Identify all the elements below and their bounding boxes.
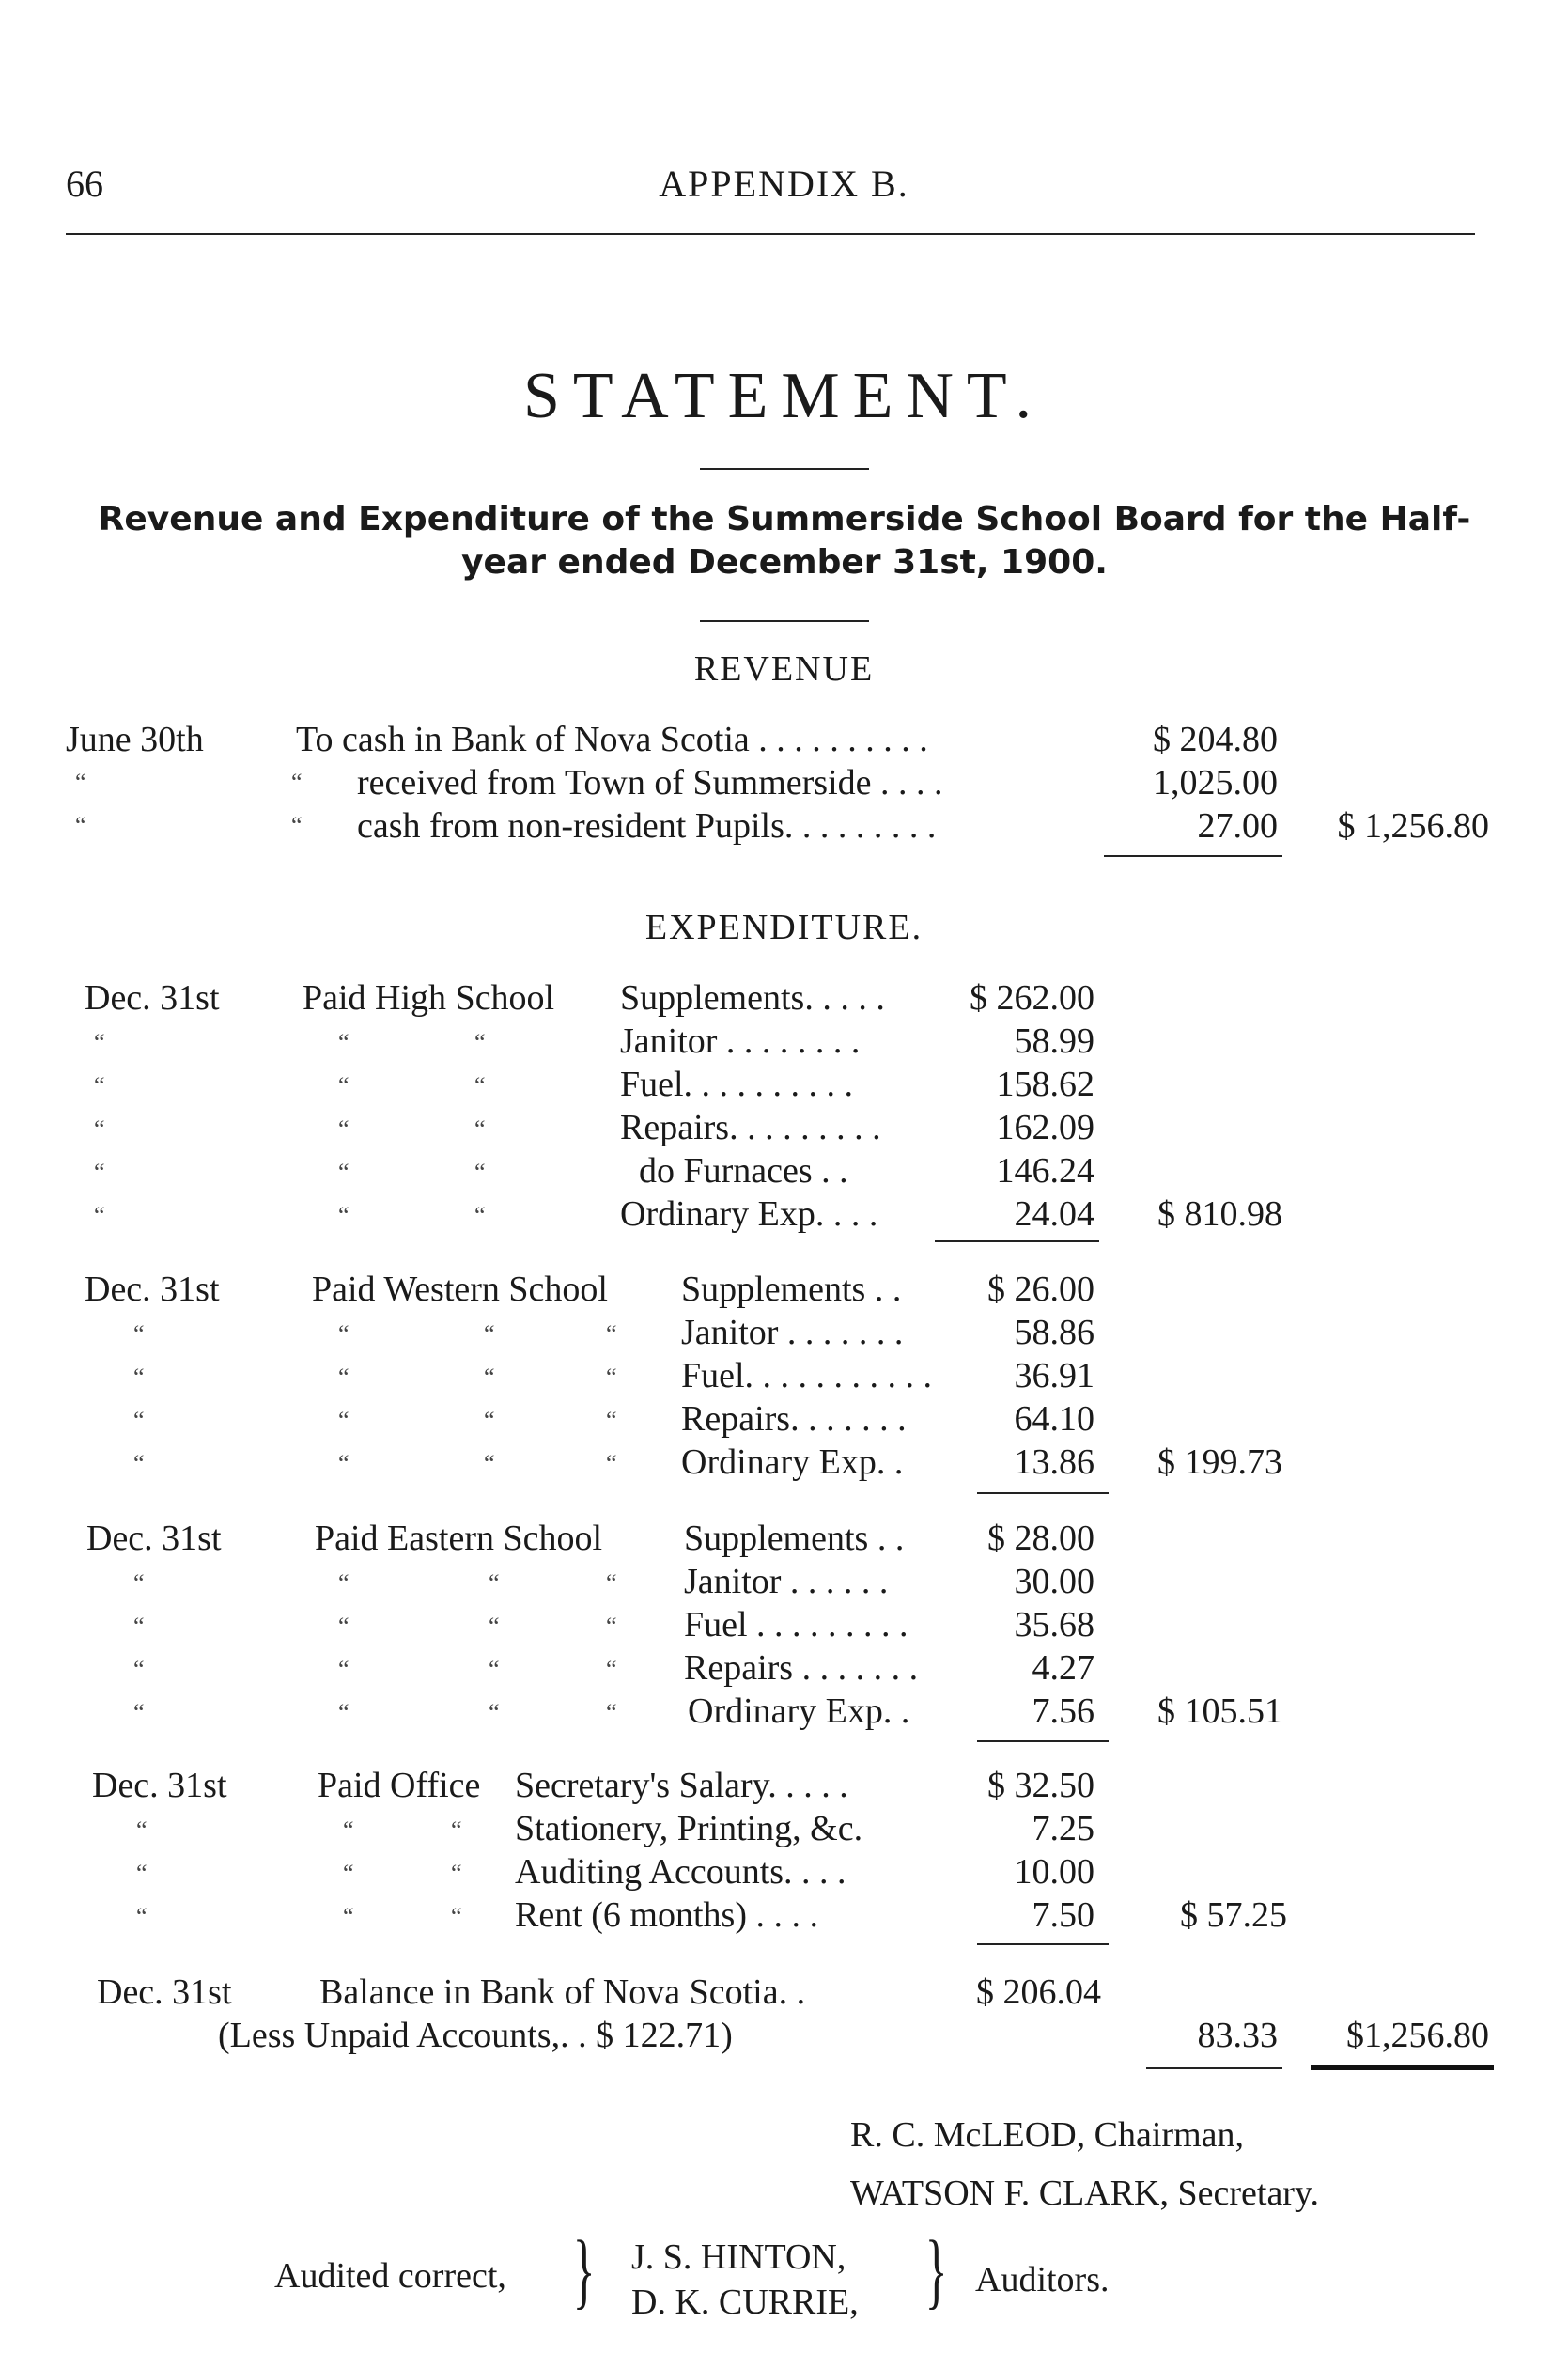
ditto-mark: “ [606, 1613, 617, 1640]
expense-amount: $ 26.00 [987, 1270, 1094, 1309]
page-number: 66 [66, 163, 103, 205]
expense-item: Janitor . . . . . . [684, 1562, 889, 1601]
title-rule [700, 468, 869, 470]
expense-amount: 4.27 [1032, 1648, 1094, 1688]
expense-item: Supplements. . . . . [620, 978, 885, 1018]
header-rule [66, 233, 1475, 235]
group-sum-rule [977, 1740, 1109, 1742]
chairman-signature: R. C. McLEOD, Chairman, [850, 2115, 1245, 2155]
ditto-mark: “ [133, 1450, 145, 1477]
group-total: $ 57.25 [1180, 1895, 1287, 1935]
ditto-mark: “ [338, 1115, 349, 1143]
group-sum-rule [977, 1492, 1109, 1494]
expense-item: Ordinary Exp. . . . [620, 1194, 878, 1234]
group-sum-rule [935, 1240, 1099, 1242]
auditor-name: J. S. HINTON, [631, 2237, 846, 2277]
ditto-mark: “ [338, 1364, 349, 1391]
expense-amount: $ 262.00 [970, 978, 1094, 1018]
balance-date: Dec. 31st [97, 1972, 232, 2012]
expense-item: do Furnaces . . [639, 1151, 848, 1191]
expense-amount: $ 28.00 [987, 1519, 1094, 1558]
expense-item: Repairs. . . . . . . . . [620, 1108, 881, 1147]
ditto-mark: “ [338, 1450, 349, 1477]
ditto-mark: “ [338, 1320, 349, 1348]
group-total: $ 810.98 [1157, 1194, 1282, 1234]
ditto-mark: “ [338, 1072, 349, 1099]
ditto-mark: “ [94, 1202, 105, 1229]
revenue-desc: To cash in Bank of Nova Scotia . . . . . . . . . . [296, 720, 928, 759]
ditto-mark: “ [133, 1320, 145, 1348]
ditto-mark: “ [606, 1699, 617, 1726]
auditors-label: Auditors. [975, 2260, 1110, 2299]
revenue-amount: $ 204.80 [1153, 720, 1278, 759]
group-date: Dec. 31st [86, 1519, 222, 1558]
expense-amount: 58.86 [1014, 1313, 1094, 1352]
ditto-mark: “ [343, 1816, 354, 1844]
ditto-mark: “ [338, 1569, 349, 1597]
ditto-mark: “ [75, 769, 86, 796]
ditto-mark: “ [136, 1903, 147, 1930]
ditto-mark: “ [136, 1816, 147, 1844]
expense-amount: 24.04 [1014, 1194, 1094, 1234]
group-total: $ 199.73 [1157, 1442, 1282, 1482]
expense-amount: 7.56 [1032, 1691, 1094, 1731]
secretary-signature: WATSON F. CLARK, Secretary. [850, 2174, 1319, 2213]
ditto-mark: “ [133, 1613, 145, 1640]
ditto-mark: “ [474, 1202, 486, 1229]
subtitle-rule [700, 620, 869, 622]
expense-item: Supplements . . [681, 1270, 902, 1309]
ditto-mark: “ [133, 1364, 145, 1391]
ditto-mark: “ [474, 1029, 486, 1056]
ditto-mark: “ [451, 1860, 462, 1887]
group-prefix: Paid Western School [312, 1270, 608, 1309]
net-balance: 83.33 [1197, 2016, 1278, 2055]
expense-amount: 7.25 [1032, 1809, 1094, 1848]
expense-item: Ordinary Exp. . [688, 1691, 910, 1731]
ditto-mark: “ [489, 1656, 500, 1683]
left-brace: } [572, 2224, 596, 2317]
ditto-mark: “ [451, 1903, 462, 1930]
ditto-mark: “ [606, 1364, 617, 1391]
revenue-amount: 27.00 [1197, 806, 1278, 846]
auditor-name: D. K. CURRIE, [631, 2283, 859, 2322]
revenue-heading: REVENUE [693, 649, 875, 689]
statement-subtitle: Revenue and Expenditure of the Summerside School Board for the Half-year ended December 31st, 1900. [98, 500, 1471, 582]
expense-item: Repairs. . . . . . . [681, 1399, 907, 1439]
revenue-desc: cash from non-resident Pupils. . . . . . . . . [357, 806, 937, 846]
expense-item: Supplements . . [684, 1519, 905, 1558]
expense-amount: 162.09 [996, 1108, 1094, 1147]
balance-line: Balance in Bank of Nova Scotia. . [319, 1972, 806, 2012]
ditto-mark: “ [489, 1569, 500, 1597]
revenue-sum-rule [1104, 855, 1282, 857]
ditto-mark: “ [133, 1699, 145, 1726]
group-sum-rule [977, 1943, 1109, 1945]
grand-total: $1,256.80 [1346, 2016, 1489, 2055]
group-date: Dec. 31st [92, 1766, 227, 1805]
ditto-mark: “ [606, 1320, 617, 1348]
ditto-mark: “ [606, 1450, 617, 1477]
revenue-date: June 30th [66, 720, 204, 759]
expense-amount: $ 32.50 [987, 1766, 1094, 1805]
ditto-mark: “ [338, 1029, 349, 1056]
ditto-mark: “ [338, 1407, 349, 1434]
unpaid-accounts: (Less Unpaid Accounts,. . $ 122.71) [218, 2016, 733, 2055]
expense-amount: 58.99 [1014, 1021, 1094, 1061]
expense-amount: 30.00 [1014, 1562, 1094, 1601]
ditto-mark: “ [474, 1072, 486, 1099]
expense-item: Rent (6 months) . . . . [515, 1895, 818, 1935]
ditto-mark: “ [75, 812, 86, 839]
ditto-mark: “ [338, 1613, 349, 1640]
ditto-mark: “ [94, 1159, 105, 1186]
expense-amount: 146.24 [996, 1151, 1094, 1191]
group-date: Dec. 31st [85, 978, 220, 1018]
ditto-mark: “ [133, 1407, 145, 1434]
ditto-mark: “ [133, 1569, 145, 1597]
ditto-mark: “ [484, 1320, 495, 1348]
ditto-mark: “ [343, 1860, 354, 1887]
group-date: Dec. 31st [85, 1270, 220, 1309]
revenue-desc: received from Town of Summerside . . . . [357, 763, 943, 803]
expense-item: Fuel. . . . . . . . . . . [681, 1356, 933, 1395]
audited-label: Audited correct, [274, 2256, 506, 2296]
expense-item: Ordinary Exp. . [681, 1442, 904, 1482]
expense-item: Janitor . . . . . . . [681, 1313, 904, 1352]
group-prefix: Paid Eastern School [315, 1519, 603, 1558]
expense-item: Fuel . . . . . . . . . [684, 1605, 908, 1644]
ditto-mark: “ [606, 1656, 617, 1683]
ditto-mark: “ [489, 1613, 500, 1640]
group-prefix: Paid High School [303, 978, 555, 1018]
ditto-mark: “ [484, 1407, 495, 1434]
ditto-mark: “ [489, 1699, 500, 1726]
group-prefix: Paid Office [318, 1766, 481, 1805]
expense-item: Stationery, Printing, &c. [515, 1809, 863, 1848]
ditto-mark: “ [94, 1072, 105, 1099]
ditto-mark: “ [291, 769, 303, 796]
expense-amount: 10.00 [1014, 1852, 1094, 1892]
ditto-mark: “ [451, 1816, 462, 1844]
right-brace: } [924, 2224, 948, 2317]
ditto-mark: “ [474, 1115, 486, 1143]
expenditure-heading: EXPENDITURE. [644, 908, 924, 947]
grand-total-rule [1311, 2065, 1494, 2070]
revenue-amount: 1,025.00 [1153, 763, 1278, 803]
expense-amount: 35.68 [1014, 1605, 1094, 1644]
expense-item: Secretary's Salary. . . . . [515, 1766, 848, 1805]
ditto-mark: “ [133, 1656, 145, 1683]
ditto-mark: “ [94, 1029, 105, 1056]
expense-item: Repairs . . . . . . . [684, 1648, 919, 1688]
appendix-title: APPENDIX B. [659, 163, 909, 205]
ditto-mark: “ [484, 1364, 495, 1391]
expense-amount: 36.91 [1014, 1356, 1094, 1395]
ditto-mark: “ [343, 1903, 354, 1930]
expense-item: Fuel. . . . . . . . . . [620, 1065, 854, 1104]
expense-amount: 158.62 [996, 1065, 1094, 1104]
ditto-mark: “ [606, 1569, 617, 1597]
ditto-mark: “ [338, 1656, 349, 1683]
expense-amount: 64.10 [1014, 1399, 1094, 1439]
net-sum-rule [1146, 2067, 1282, 2069]
expense-amount: 13.86 [1014, 1442, 1094, 1482]
expense-amount: 7.50 [1032, 1895, 1094, 1935]
statement-title: STATEMENT. [522, 360, 1045, 432]
expense-item: Auditing Accounts. . . . [515, 1852, 846, 1892]
ditto-mark: “ [136, 1860, 147, 1887]
revenue-total: $ 1,256.80 [1337, 806, 1489, 846]
ditto-mark: “ [291, 812, 303, 839]
group-total: $ 105.51 [1157, 1691, 1282, 1731]
ditto-mark: “ [338, 1699, 349, 1726]
expense-item: Janitor . . . . . . . . [620, 1021, 861, 1061]
ditto-mark: “ [484, 1450, 495, 1477]
ditto-mark: “ [606, 1407, 617, 1434]
ditto-mark: “ [338, 1202, 349, 1229]
ditto-mark: “ [474, 1159, 486, 1186]
balance-amount: $ 206.04 [976, 1972, 1101, 2012]
ditto-mark: “ [338, 1159, 349, 1186]
ditto-mark: “ [94, 1115, 105, 1143]
